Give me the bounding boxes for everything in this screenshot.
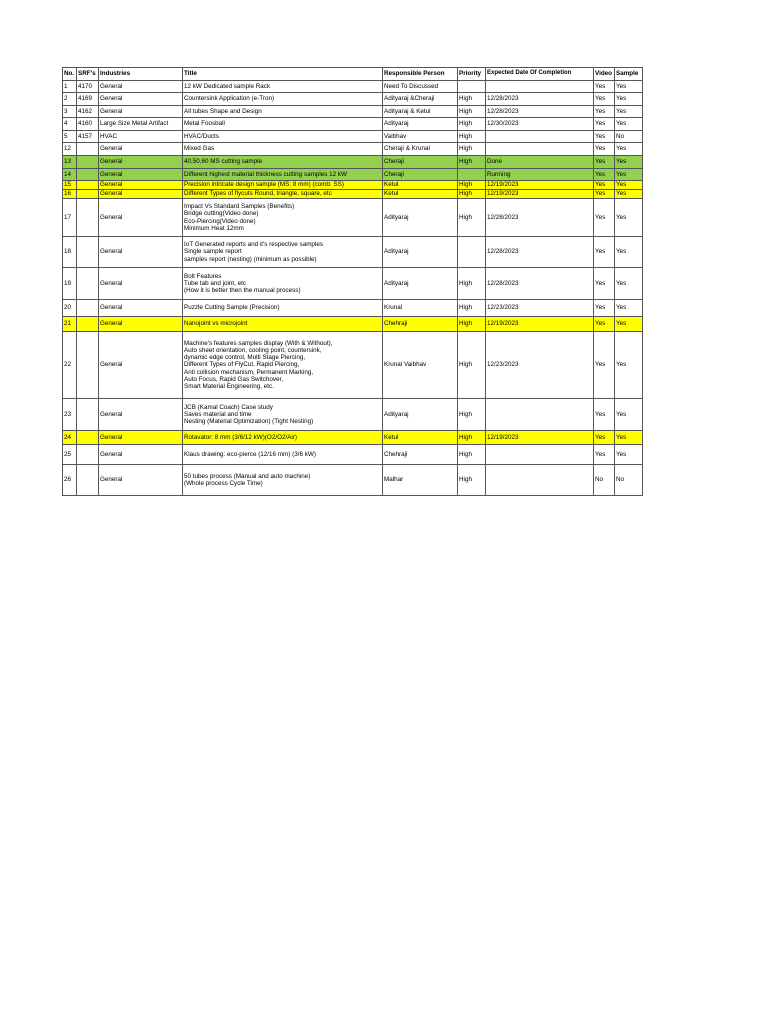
cell-industry: General xyxy=(99,465,183,496)
header-priority: Priority xyxy=(458,68,486,81)
cell-title: Different highest material thickness cutting samples 12 kW xyxy=(183,169,383,181)
cell-priority: High xyxy=(458,445,486,465)
cell-priority: High xyxy=(458,268,486,300)
cell-expected-date: Done xyxy=(486,156,594,169)
cell-responsible-person: Adityaraj xyxy=(383,399,458,431)
cell-sample: Yes xyxy=(615,431,643,445)
sample-tracker-table xyxy=(62,67,643,496)
cell-srf xyxy=(77,399,99,431)
cell-priority: High xyxy=(458,143,486,156)
table-row xyxy=(63,465,643,496)
table-row xyxy=(63,300,643,317)
cell-video: Yes xyxy=(594,81,615,93)
header-title: Title xyxy=(183,68,383,81)
cell-industry: General xyxy=(99,156,183,169)
cell-responsible-person: Ketul xyxy=(383,431,458,445)
table-row xyxy=(63,332,643,399)
cell-sample: Yes xyxy=(615,93,643,106)
cell-sample: Yes xyxy=(615,169,643,181)
cell-industry: Large Size Metal Artifact xyxy=(99,118,183,131)
cell-no: 5 xyxy=(63,131,77,143)
cell-video: Yes xyxy=(594,190,615,199)
cell-sample: Yes xyxy=(615,190,643,199)
cell-title: Impact Vs Standard Samples (Benefits) Bridge cutting(Video done) Eco-Piercing(Video done) Minimum Heat 12mm xyxy=(183,199,383,237)
table-row xyxy=(63,131,643,143)
header-no: No. xyxy=(63,68,77,81)
header-row xyxy=(63,68,643,81)
cell-no: 16 xyxy=(63,190,77,199)
cell-sample: Yes xyxy=(615,399,643,431)
cell-priority: High xyxy=(458,332,486,399)
cell-video: Yes xyxy=(594,300,615,317)
cell-industry: General xyxy=(99,199,183,237)
cell-video: Yes xyxy=(594,332,615,399)
cell-no: 26 xyxy=(63,465,77,496)
cell-priority: High xyxy=(458,93,486,106)
cell-priority: High xyxy=(458,106,486,118)
cell-video: Yes xyxy=(594,106,615,118)
cell-title: Rotavator: 8 mm (3/6/12 kW)(O2/O2/Air) xyxy=(183,431,383,445)
cell-no: 12 xyxy=(63,143,77,156)
cell-responsible-person: Adityaraj xyxy=(383,199,458,237)
cell-sample: Yes xyxy=(615,181,643,190)
cell-priority: High xyxy=(458,431,486,445)
cell-priority xyxy=(458,81,486,93)
cell-priority: High xyxy=(458,199,486,237)
cell-responsible-person: Vaibhav xyxy=(383,131,458,143)
cell-srf xyxy=(77,237,99,268)
cell-responsible-person: Krunal xyxy=(383,300,458,317)
cell-priority: High xyxy=(458,190,486,199)
cell-no: 3 xyxy=(63,106,77,118)
cell-video: No xyxy=(594,465,615,496)
cell-srf xyxy=(77,268,99,300)
cell-sample: Yes xyxy=(615,106,643,118)
cell-responsible-person: Need To Discussed xyxy=(383,81,458,93)
table-row xyxy=(63,268,643,300)
cell-sample: Yes xyxy=(615,237,643,268)
table-row xyxy=(63,431,643,445)
cell-srf xyxy=(77,181,99,190)
cell-industry: General xyxy=(99,169,183,181)
table-row xyxy=(63,399,643,431)
cell-expected-date xyxy=(486,131,594,143)
cell-industry: General xyxy=(99,300,183,317)
cell-responsible-person: Adityaraj xyxy=(383,268,458,300)
cell-title: JCB (Kamal Coach) Case study Saves material and time Nesting (Material Optimization) (Tight Nesting) xyxy=(183,399,383,431)
cell-expected-date: 12/30/2023 xyxy=(486,118,594,131)
cell-no: 18 xyxy=(63,237,77,268)
cell-title: All tubes Shape and Design xyxy=(183,106,383,118)
cell-no: 24 xyxy=(63,431,77,445)
table-row xyxy=(63,445,643,465)
header-industries: Industries xyxy=(99,68,183,81)
cell-title: Metal Foosball xyxy=(183,118,383,131)
cell-expected-date: 12/28/2023 xyxy=(486,237,594,268)
cell-responsible-person: Cheraji xyxy=(383,169,458,181)
cell-sample: Yes xyxy=(615,317,643,332)
cell-no: 23 xyxy=(63,399,77,431)
cell-priority: High xyxy=(458,399,486,431)
cell-title: Nanojoint vs microjoint xyxy=(183,317,383,332)
cell-responsible-person: Cheraji & Krunal xyxy=(383,143,458,156)
cell-no: 17 xyxy=(63,199,77,237)
cell-title: Klaus drawing: eco-pierce (12/16 mm) (3/6 kW) xyxy=(183,445,383,465)
cell-industry: General xyxy=(99,399,183,431)
table-row xyxy=(63,93,643,106)
cell-no: 22 xyxy=(63,332,77,399)
cell-no: 19 xyxy=(63,268,77,300)
cell-no: 25 xyxy=(63,445,77,465)
cell-video: Yes xyxy=(594,131,615,143)
cell-responsible-person: Malhar xyxy=(383,465,458,496)
cell-responsible-person: Adityaraj xyxy=(383,118,458,131)
cell-industry: General xyxy=(99,431,183,445)
cell-priority xyxy=(458,169,486,181)
cell-industry: General xyxy=(99,93,183,106)
table-row xyxy=(63,143,643,156)
table-row xyxy=(63,181,643,190)
cell-expected-date xyxy=(486,445,594,465)
cell-expected-date xyxy=(486,465,594,496)
cell-industry: General xyxy=(99,190,183,199)
cell-srf: 4169 xyxy=(77,93,99,106)
cell-video: Yes xyxy=(594,237,615,268)
cell-expected-date: 12/28/2023 xyxy=(486,93,594,106)
cell-expected-date: 12/28/2023 xyxy=(486,199,594,237)
cell-sample: Yes xyxy=(615,143,643,156)
table-row xyxy=(63,106,643,118)
cell-no: 4 xyxy=(63,118,77,131)
cell-industry: General xyxy=(99,181,183,190)
cell-sample: Yes xyxy=(615,332,643,399)
cell-priority: High xyxy=(458,181,486,190)
cell-srf: 4160 xyxy=(77,118,99,131)
cell-industry: General xyxy=(99,317,183,332)
cell-srf xyxy=(77,190,99,199)
cell-title: Bolt Features Tube tab and joint, etc (How it is better then the manual process) xyxy=(183,268,383,300)
cell-industry: General xyxy=(99,237,183,268)
cell-video: Yes xyxy=(594,445,615,465)
cell-srf xyxy=(77,465,99,496)
cell-expected-date: 12/19/2023 xyxy=(486,317,594,332)
cell-no: 14 xyxy=(63,169,77,181)
cell-sample: No xyxy=(615,465,643,496)
cell-no: 21 xyxy=(63,317,77,332)
cell-expected-date xyxy=(486,399,594,431)
cell-srf: 4170 xyxy=(77,81,99,93)
cell-video: Yes xyxy=(594,431,615,445)
cell-title: 40,50,60 MS cutting sample xyxy=(183,156,383,169)
cell-responsible-person: Ketul xyxy=(383,190,458,199)
cell-srf xyxy=(77,300,99,317)
cell-video: Yes xyxy=(594,181,615,190)
cell-srf xyxy=(77,156,99,169)
header-sample: Sample xyxy=(615,68,643,81)
cell-srf xyxy=(77,199,99,237)
cell-expected-date: 12/19/2023 xyxy=(486,190,594,199)
cell-industry: HVAC xyxy=(99,131,183,143)
table-row xyxy=(63,118,643,131)
table-row xyxy=(63,317,643,332)
table-row xyxy=(63,81,643,93)
cell-responsible-person: Adityaraj & Ketul xyxy=(383,106,458,118)
cell-title: Mixed Gas xyxy=(183,143,383,156)
table-row xyxy=(63,156,643,169)
cell-title: Puzzle Cutting Sample (Precision) xyxy=(183,300,383,317)
cell-sample: Yes xyxy=(615,300,643,317)
cell-expected-date: Running xyxy=(486,169,594,181)
cell-title: Different Types of flycuts Round, triangle, square, etc xyxy=(183,190,383,199)
cell-priority: High xyxy=(458,118,486,131)
cell-priority: High xyxy=(458,317,486,332)
cell-no: 15 xyxy=(63,181,77,190)
cell-priority: High xyxy=(458,131,486,143)
cell-priority xyxy=(458,237,486,268)
cell-srf: 4157 xyxy=(77,131,99,143)
cell-industry: General xyxy=(99,106,183,118)
cell-sample: Yes xyxy=(615,268,643,300)
cell-video: Yes xyxy=(594,143,615,156)
cell-srf: 4162 xyxy=(77,106,99,118)
cell-sample: No xyxy=(615,131,643,143)
cell-expected-date: 12/23/2023 xyxy=(486,332,594,399)
cell-video: Yes xyxy=(594,169,615,181)
cell-srf xyxy=(77,169,99,181)
cell-responsible-person: Chehraji xyxy=(383,317,458,332)
cell-video: Yes xyxy=(594,93,615,106)
cell-industry: General xyxy=(99,143,183,156)
header-srf: SRF's xyxy=(77,68,99,81)
cell-title: 12 kW Dedicated sample Rack xyxy=(183,81,383,93)
cell-industry: General xyxy=(99,268,183,300)
cell-video: Yes xyxy=(594,268,615,300)
cell-responsible-person: Krunal Vaibhav xyxy=(383,332,458,399)
cell-expected-date: 12/28/2023 xyxy=(486,268,594,300)
cell-title: 50 tubes process (Manual and auto machine) (Whole process Cycle Time) xyxy=(183,465,383,496)
cell-priority: High xyxy=(458,465,486,496)
header-expected-date: Expected Date Of Completion xyxy=(486,68,594,81)
cell-responsible-person: Adityaraj xyxy=(383,237,458,268)
cell-responsible-person: Adityaraj &Cheraji xyxy=(383,93,458,106)
cell-video: Yes xyxy=(594,199,615,237)
cell-video: Yes xyxy=(594,156,615,169)
cell-srf xyxy=(77,317,99,332)
cell-sample: Yes xyxy=(615,81,643,93)
cell-title: Countersink Application (e-Tron) xyxy=(183,93,383,106)
cell-responsible-person: Ketul xyxy=(383,181,458,190)
header-responsible-person: Responsible Person xyxy=(383,68,458,81)
cell-expected-date xyxy=(486,81,594,93)
cell-expected-date: 12/19/2023 xyxy=(486,181,594,190)
cell-expected-date xyxy=(486,143,594,156)
cell-video: Yes xyxy=(594,118,615,131)
table-row xyxy=(63,199,643,237)
cell-video: Yes xyxy=(594,399,615,431)
cell-no: 2 xyxy=(63,93,77,106)
cell-sample: Yes xyxy=(615,199,643,237)
table-row xyxy=(63,237,643,268)
cell-sample: Yes xyxy=(615,445,643,465)
cell-title: Machine's features samples display (With & Without), Auto sheet orientation, cooling point, countersink, dynamic edge control, Multi Stage Piercing, Different Types of FlyCut, Rapid Piercing, Anti collision mechanism, Permanent Marking, Auto Focus, Rapid Gas Switchover, Smart Material Engineering, etc. xyxy=(183,332,383,399)
cell-responsible-person: Cheraji xyxy=(383,156,458,169)
cell-industry: General xyxy=(99,445,183,465)
cell-srf xyxy=(77,445,99,465)
cell-srf xyxy=(77,431,99,445)
cell-priority: High xyxy=(458,300,486,317)
cell-responsible-person: Chehraji xyxy=(383,445,458,465)
cell-no: 20 xyxy=(63,300,77,317)
cell-sample: Yes xyxy=(615,118,643,131)
table-row xyxy=(63,190,643,199)
cell-no: 1 xyxy=(63,81,77,93)
cell-title: HVAC/Ducts xyxy=(183,131,383,143)
cell-srf xyxy=(77,332,99,399)
cell-expected-date: 12/23/2023 xyxy=(486,300,594,317)
cell-expected-date: 12/19/2023 xyxy=(486,431,594,445)
table-row xyxy=(63,169,643,181)
cell-title: Precision intricate design sample (MS: 8 mm) (comb: SS) xyxy=(183,181,383,190)
cell-expected-date: 12/28/2023 xyxy=(486,106,594,118)
cell-video: Yes xyxy=(594,317,615,332)
cell-title: IoT Generated reports and it's respective samples Single sample report samples report (nesting) (minimum as possible) xyxy=(183,237,383,268)
cell-industry: General xyxy=(99,332,183,399)
cell-priority: High xyxy=(458,156,486,169)
cell-industry: General xyxy=(99,81,183,93)
header-video: Video xyxy=(594,68,615,81)
cell-no: 13 xyxy=(63,156,77,169)
cell-sample: Yes xyxy=(615,156,643,169)
cell-srf xyxy=(77,143,99,156)
